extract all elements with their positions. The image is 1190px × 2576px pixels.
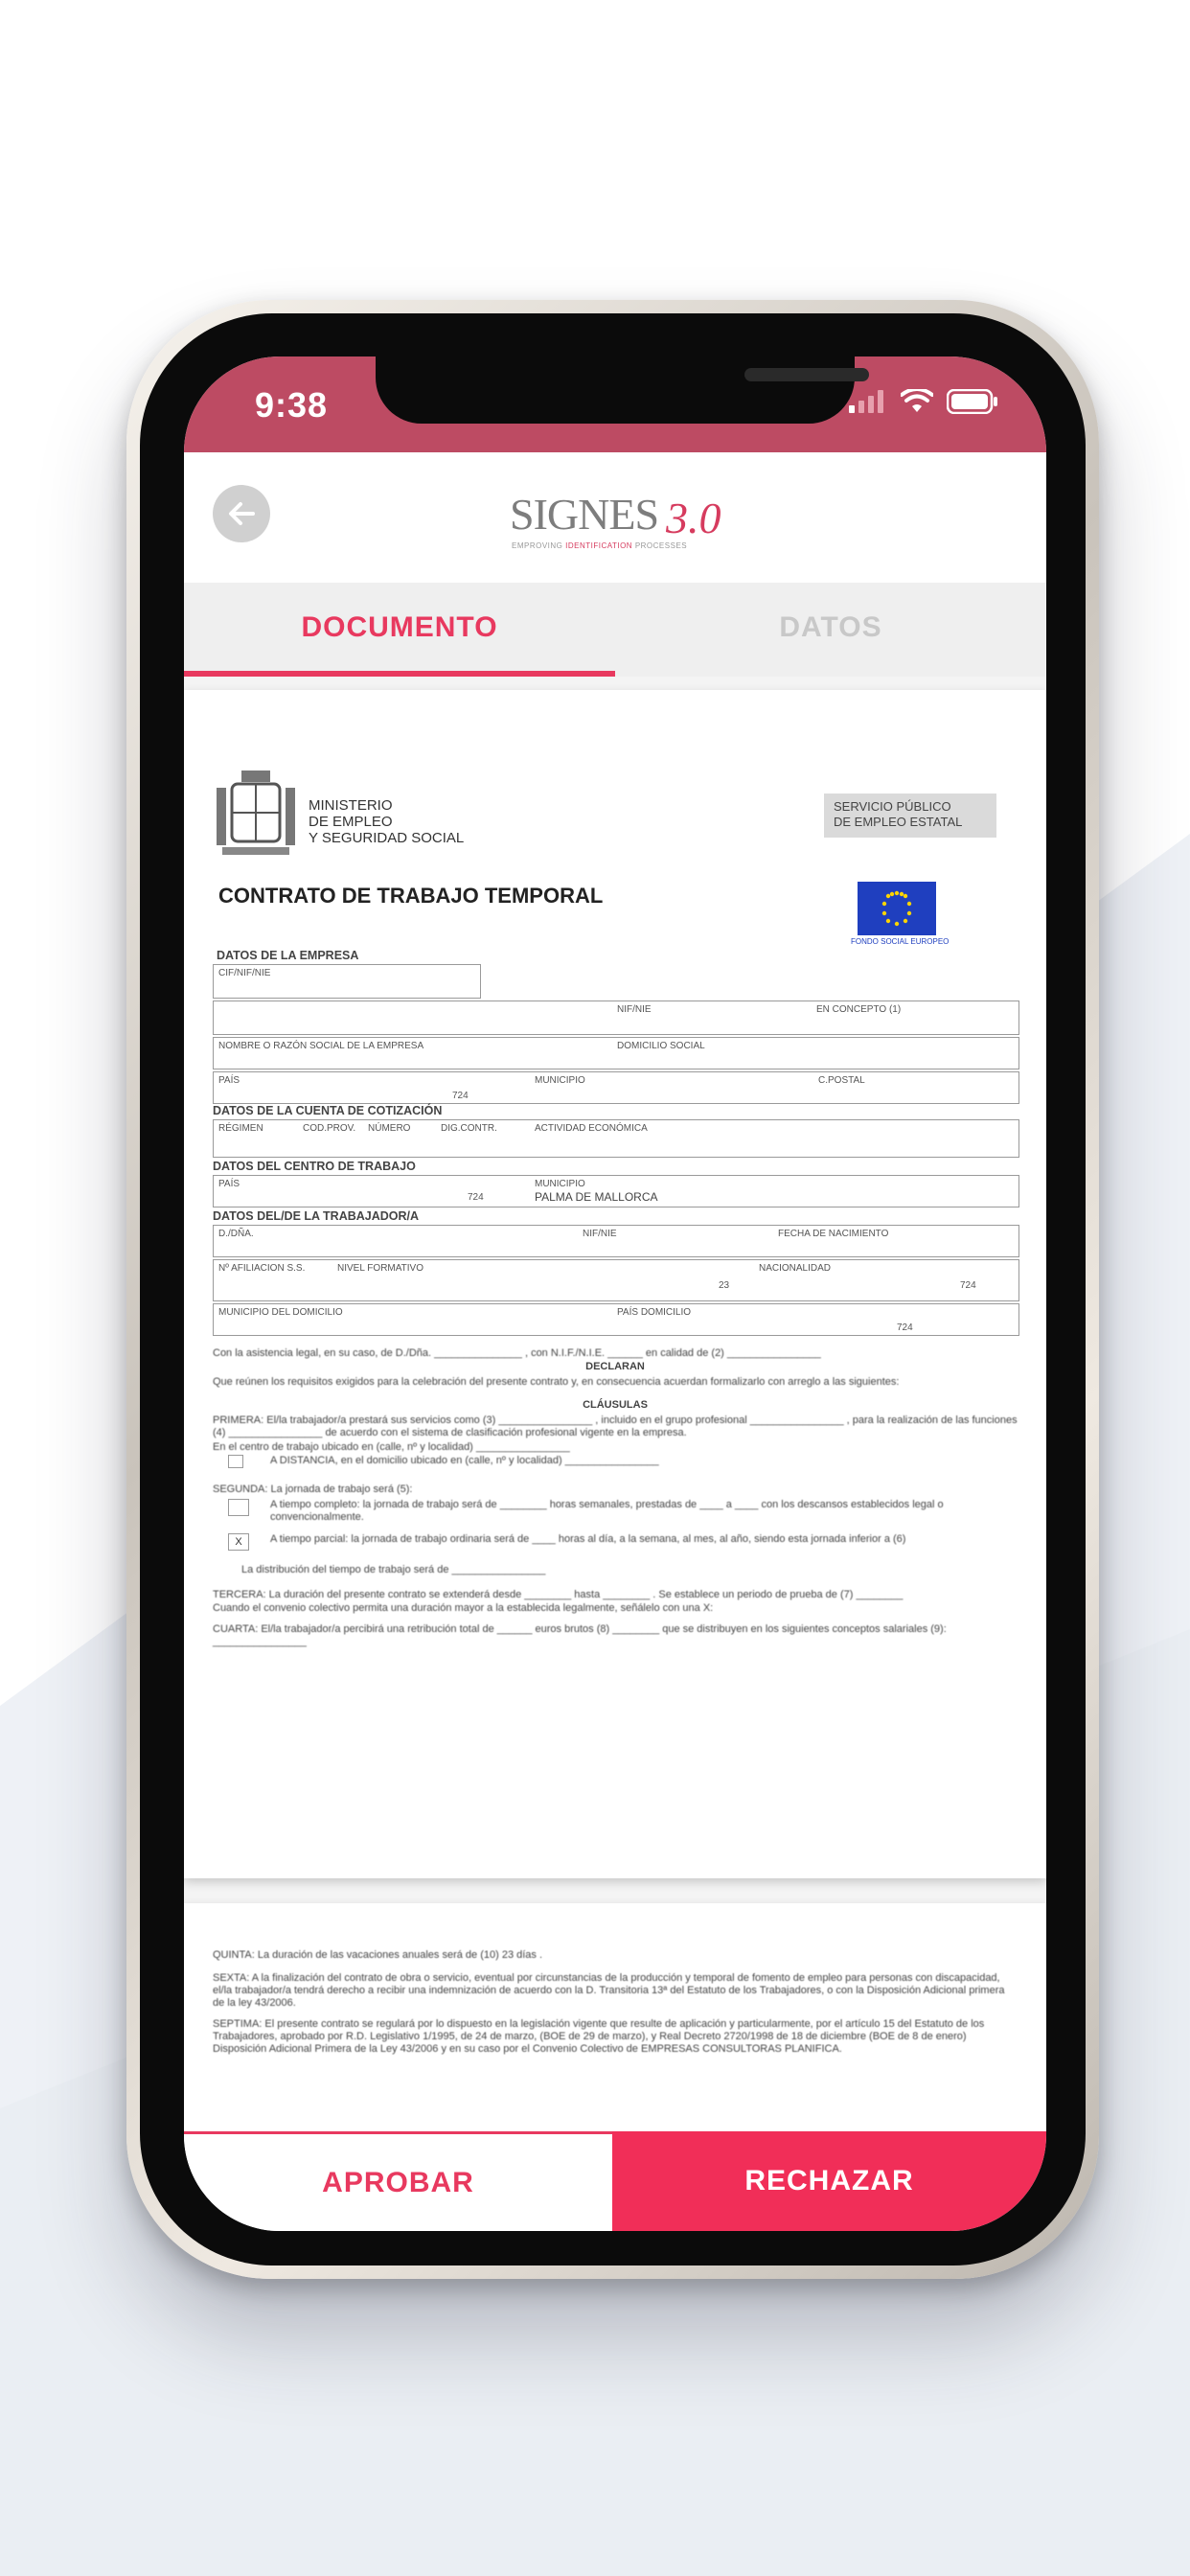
clause-sexta: SEXTA: A la finalización del contrato de obra o servicio, eventual por circunstancias de la producción y temporal de fomento de empleo para personas con discapacidad, el/la trabajador/a tendrá derecho a recibir una indemnización de acuerdo con la D. Transitoria 13ª del Estatuto de los Trabajadores, o con la Disposición Adicional primera de la ley 43/2006. bbox=[213, 1972, 1005, 2009]
paragraph-asistencia: Con la asistencia legal, en su caso, de D./Dña. _______________ , con N.I.F./N.I.E. ______ en calidad de (2) ________________ bbox=[213, 1347, 821, 1359]
tab-bar bbox=[184, 583, 1046, 677]
empresa-row-3 bbox=[213, 1071, 1019, 1104]
digcontr-label: DIG.CONTR. bbox=[441, 1123, 497, 1134]
document-title: CONTRATO DE TRABAJO TEMPORAL bbox=[218, 884, 604, 908]
pais-code: 724 bbox=[452, 1091, 469, 1101]
dona-label: D./DÑA. bbox=[218, 1229, 254, 1239]
fecha-nac-label: FECHA DE NACIMIENTO bbox=[778, 1229, 889, 1239]
arrow-left-icon bbox=[224, 496, 259, 531]
clause-quinta: QUINTA: La duración de las vacaciones anuales será de (10) 23 días . bbox=[213, 1949, 543, 1961]
clause-completo: A tiempo completo: la jornada de trabajo será de ________ horas semanales, prestadas de ____ a ____ con los descansos establecidos legal o convencionalmente. bbox=[270, 1499, 944, 1523]
clause-parcial: A tiempo parcial: la jornada de trabajo ordinaria será de ____ horas al día, a la semana, al mes, al año, siendo esta jornada inferior a (6) bbox=[270, 1533, 906, 1545]
trabajador-row-2 bbox=[213, 1259, 1019, 1301]
wifi-icon bbox=[901, 389, 933, 414]
pais-label: PAÍS bbox=[218, 1075, 240, 1086]
clause-tercera: TERCERA: La duración del presente contrato se extenderá desde ________ hasta ________ . Se establece un periodo de prueba de (7) ________ bbox=[213, 1589, 904, 1600]
back-button[interactable] bbox=[213, 485, 270, 542]
centro-pais-label: PAÍS bbox=[218, 1179, 240, 1189]
reject-button[interactable]: RECHAZAR bbox=[612, 2131, 1046, 2231]
municipio-label: MUNICIPIO bbox=[535, 1075, 585, 1086]
signal-icon bbox=[849, 390, 887, 413]
pais-domicilio-code: 724 bbox=[897, 1322, 913, 1333]
checkbox-parcial: X bbox=[228, 1533, 249, 1551]
clause-distancia: A DISTANCIA, en el domicilio ubicado en (calle, nº y localidad) ________________ bbox=[270, 1455, 659, 1466]
afiliacion-label: Nº AFILIACION S.S. bbox=[218, 1263, 306, 1274]
clause-septima: SEPTIMA: El presente contrato se regulará por lo dispuesto en la legislación vigente que resulte de aplicación y particularmente, por el artículo 15 del Estatuto de los Trabajadores, aprobado por R.D. Legislativo 1/1995, de 24 de marzo, (BOE de 29 de marzo), y Real Decreto 2720/1998 de 18 de diciembre (BOE de 8 de enero) Disposición Adicional Primera de la Ley 43/2006 y en su caso por el Convenio Colectivo de EMPRESAS CONSULTORAS PLANIFICA. bbox=[213, 2018, 985, 2055]
ministry-line-3: Y SEGURIDAD SOCIAL bbox=[309, 830, 465, 846]
checkbox-distancia bbox=[228, 1455, 243, 1468]
regimen-label: RÉGIMEN bbox=[218, 1123, 263, 1134]
centro-pais-code: 724 bbox=[468, 1192, 484, 1203]
paragraph-requisitos: Que reúnen los requisitos exigidos para la celebración del presente contrato y, en consecuencia acuerdan formalizarlo con arreglo a las siguientes: bbox=[213, 1376, 900, 1388]
signes-logo bbox=[510, 481, 721, 558]
actividad-label: ACTIVIDAD ECONÓMICA bbox=[535, 1123, 648, 1134]
status-bar bbox=[184, 356, 1046, 452]
tab-documento[interactable]: DOCUMENTO bbox=[301, 611, 498, 643]
sepe-box bbox=[824, 794, 996, 838]
ministry-line-1: MINISTERIO bbox=[309, 797, 393, 814]
approve-button[interactable]: APROBAR bbox=[184, 2131, 612, 2231]
status-icons bbox=[849, 389, 998, 414]
heading-declaran: DECLARAN bbox=[585, 1361, 645, 1372]
nivel-label: NIVEL FORMATIVO bbox=[337, 1263, 424, 1274]
ministry-line-2: DE EMPLEO bbox=[309, 814, 393, 830]
eu-flag-icon bbox=[858, 882, 936, 935]
nivel-code: 23 bbox=[719, 1280, 730, 1291]
svg-text:SIGNES: SIGNES bbox=[510, 490, 659, 539]
tab-datos[interactable]: DATOS bbox=[779, 611, 882, 643]
status-time: 9:38 bbox=[255, 385, 329, 425]
cif-label: CIF/NIF/NIE bbox=[218, 968, 271, 978]
clause-centro: En el centro de trabajo ubicado en (calle, nº y localidad) ________________ bbox=[213, 1441, 570, 1453]
codprov-label: COD.PROV. bbox=[303, 1123, 356, 1134]
heading-clausulas: CLÁUSULAS bbox=[583, 1399, 648, 1411]
mun-domicilio-label: MUNICIPIO DEL DOMICILIO bbox=[218, 1307, 343, 1318]
speaker-grille bbox=[744, 368, 869, 381]
coat-of-arms-icon bbox=[213, 767, 299, 862]
document-viewer[interactable] bbox=[184, 677, 1046, 2133]
notch bbox=[376, 356, 855, 424]
centro-municipio-label: MUNICIPIO bbox=[535, 1179, 585, 1189]
phone-screen bbox=[184, 356, 1046, 2231]
concepto-label: EN CONCEPTO (1) bbox=[816, 1004, 902, 1015]
trabajador-nif-label: NIF/NIE bbox=[583, 1229, 617, 1239]
nacionalidad-code: 724 bbox=[960, 1280, 976, 1291]
clause-cuarta: CUARTA: El/la trabajador/a percibirá una retribución total de ______ euros brutos (8) ________ que se distribuyen en los siguientes conceptos salariales (9): ________________ bbox=[213, 1623, 947, 1647]
ministry-name bbox=[309, 797, 464, 846]
svg-text:3.0: 3.0 bbox=[666, 494, 721, 542]
domicilio-label: DOMICILIO SOCIAL bbox=[617, 1041, 705, 1051]
document-page-1 bbox=[184, 690, 1046, 1878]
sepe-line-1: SERVICIO PÚBLICO bbox=[834, 799, 951, 814]
clause-segunda: SEGUNDA: La jornada de trabajo será (5): bbox=[213, 1484, 413, 1495]
numero-label: NÚMERO bbox=[368, 1123, 411, 1134]
cpostal-label: C.POSTAL bbox=[818, 1075, 865, 1086]
fse-label: FONDO SOCIAL EUROPEO bbox=[851, 937, 950, 946]
clause-primera: PRIMERA: El/la trabajador/a prestará sus servicios como (3) ________________ , incluido en el grupo profesional ________________ , para la realización de las funciones (4) ________________ de acuerdo con el sistema de clasificación profesional vigente en la empresa. bbox=[213, 1414, 1018, 1438]
clause-distribucion: La distribución del tiempo de trabajo será de ________________ bbox=[241, 1564, 546, 1576]
centro-municipio-value: PALMA DE MALLORCA bbox=[535, 1190, 658, 1204]
section-trabajador: DATOS DEL/DE LA TRABAJADOR/A bbox=[213, 1209, 420, 1223]
sepe-line-2: DE EMPLEO ESTATAL bbox=[834, 815, 963, 829]
action-bar bbox=[184, 2131, 1046, 2231]
checkbox-completo bbox=[228, 1499, 249, 1516]
nacionalidad-label: NACIONALIDAD bbox=[759, 1263, 832, 1274]
app-header bbox=[184, 452, 1046, 583]
section-empresa: DATOS DE LA EMPRESA bbox=[217, 949, 359, 962]
svg-text:EMPROVING IDENTIFICATION PROCE: EMPROVING IDENTIFICATION PROCESSES bbox=[512, 541, 688, 550]
pais-domicilio-label: PAÍS DOMICILIO bbox=[617, 1307, 692, 1318]
nif-label: NIF/NIE bbox=[617, 1004, 652, 1015]
nombre-label: NOMBRE O RAZÓN SOCIAL DE LA EMPRESA bbox=[218, 1041, 424, 1051]
document-page-2 bbox=[184, 1903, 1046, 2133]
battery-icon bbox=[947, 389, 998, 414]
clause-convenio: Cuando el convenio colectivo permita una duración mayor a la establecida legalmente, señálelo con una X: bbox=[213, 1602, 714, 1614]
section-centro: DATOS DEL CENTRO DE TRABAJO bbox=[213, 1160, 416, 1173]
section-cotizacion: DATOS DE LA CUENTA DE COTIZACIÓN bbox=[213, 1104, 443, 1117]
